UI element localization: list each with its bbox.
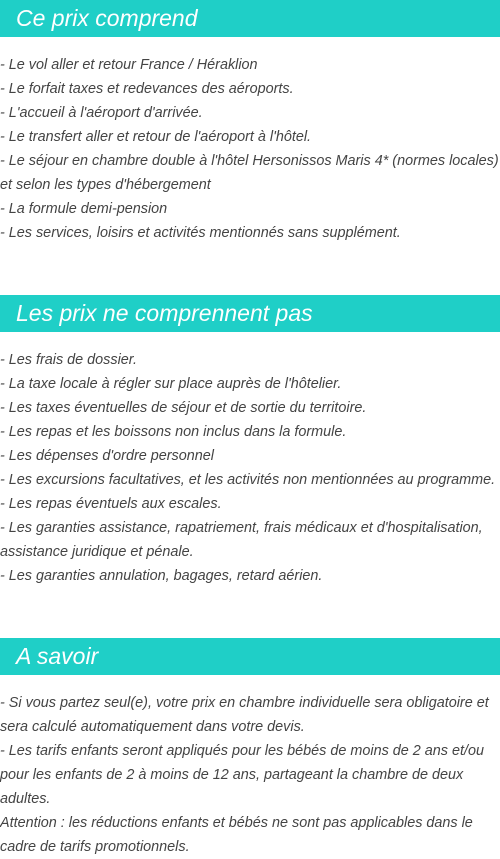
list-item: - Les frais de dossier. <box>0 352 138 368</box>
list-item: - Les garanties assistance, rapatriement, frais médicaux et d'hospitalisation, assistance juridique et pénale. <box>0 520 483 560</box>
list-item: Attention : les réductions enfants et bébés ne sont pas applicables dans le cadre de tarifs promotionnels. <box>0 815 473 855</box>
price-includes-list <box>0 53 500 245</box>
price-excludes-list <box>0 348 500 588</box>
list-item: - Le forfait taxes et redevances des aéroports. <box>0 81 294 97</box>
list-item: - Les excursions facultatives, et les activités non mentionnées au programme. <box>0 472 496 488</box>
list-item: - Les repas et les boissons non inclus dans la formule. <box>0 424 347 440</box>
list-item: - Le vol aller et retour France / Héraklion <box>0 57 258 73</box>
list-item: - Les services, loisirs et activités mentionnés sans supplément. <box>0 225 401 241</box>
list-item: - La formule demi-pension <box>0 201 168 217</box>
list-item: - La taxe locale à régler sur place auprès de l'hôtelier. <box>0 376 342 392</box>
section-header-price-includes: Ce prix comprend <box>0 0 500 37</box>
good-to-know-list <box>0 691 500 859</box>
list-item: - L'accueil à l'aéroport d'arrivée. <box>0 105 203 121</box>
list-item: - Les repas éventuels aux escales. <box>0 496 222 512</box>
list-item: - Les dépenses d'ordre personnel <box>0 448 214 464</box>
section-header-good-to-know: A savoir <box>0 638 500 675</box>
list-item: - Les taxes éventuelles de séjour et de sortie du territoire. <box>0 400 367 416</box>
list-item: - Les tarifs enfants seront appliqués pour les bébés de moins de 2 ans et/ou pour les enfants de 2 à moins de 12 ans, partageant la chambre de deux adultes. <box>0 743 484 807</box>
list-item: - Le transfert aller et retour de l'aéroport à l'hôtel. <box>0 129 312 145</box>
list-item: - Le séjour en chambre double à l'hôtel Hersonissos Maris 4* (normes locales) et selon les types d'hébergement <box>0 153 499 193</box>
list-item: - Les garanties annulation, bagages, retard aérien. <box>0 568 323 584</box>
section-header-price-excludes: Les prix ne comprennent pas <box>0 295 500 332</box>
list-item: - Si vous partez seul(e), votre prix en chambre individuelle sera obligatoire et sera calculé automatiquement dans votre devis. <box>0 695 489 735</box>
